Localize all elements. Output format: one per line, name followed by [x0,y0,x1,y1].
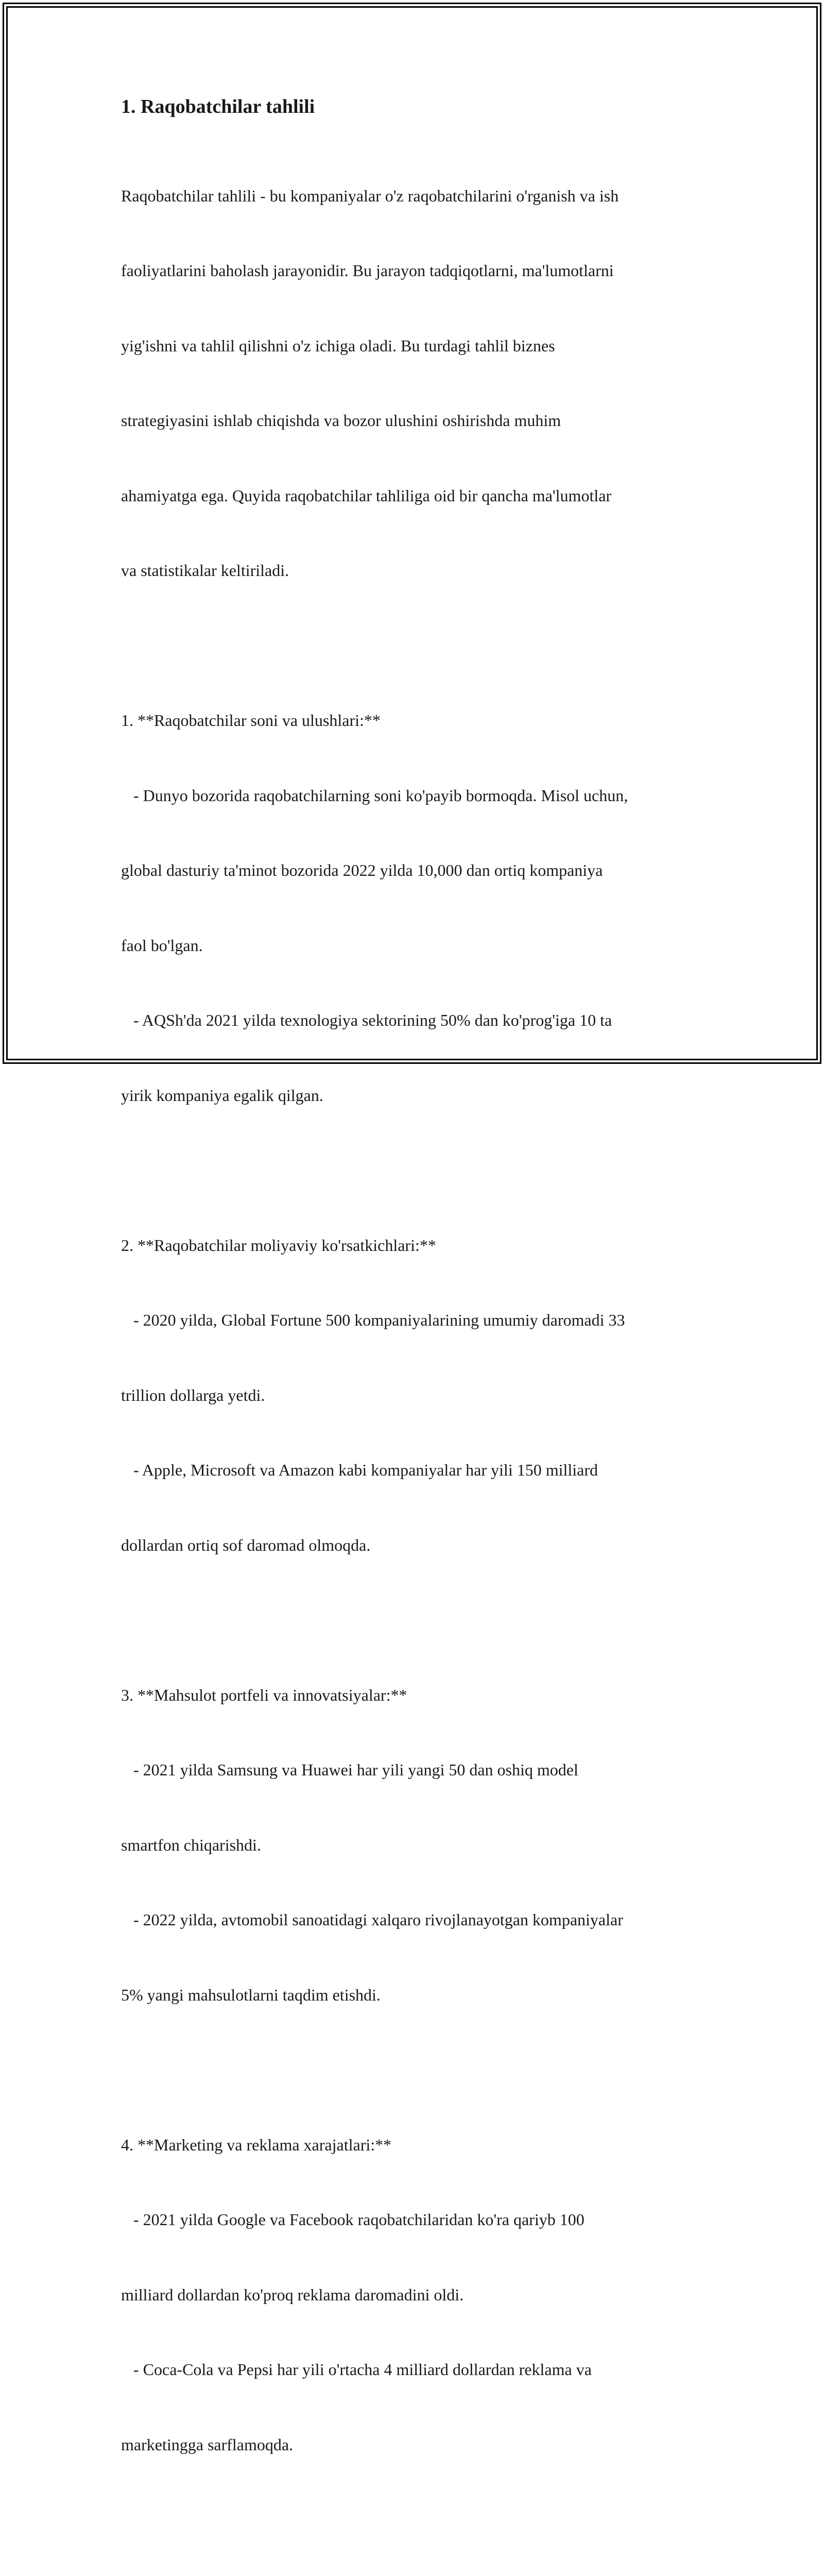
body-line: yig'ishni va tahlil qilishni o'z ichiga oladi. Bu turdagi tahlil biznes [121,336,555,355]
body-line: va statistikalar keltiriladi. [121,561,289,580]
body-line: faol bo'lgan. [121,936,203,955]
section-heading: 4. **Marketing va reklama xarajatlari:** [121,2135,392,2154]
document-page [121,95,708,2576]
body-line: trillion dollarga yetdi. [121,1385,265,1404]
body-line: - 2021 yilda Google va Facebook raqobatchilaridan ko'ra qariyb 100 [121,2210,585,2229]
blank-line [121,2057,708,2082]
body-line: yirik kompaniya egalik qilgan. [121,1086,323,1105]
blank-line [121,2507,708,2532]
body-line: - Apple, Microsoft va Amazon kabi kompaniyalar har yili 150 milliard [121,1461,598,1480]
body-line: - 2021 yilda Samsung va Huawei har yili yangi 50 dan oshiq model [121,1760,578,1780]
body-line: 5% yangi mahsulotlarni taqdim etishdi. [121,1985,381,2004]
body-line: - AQSh'da 2021 yilda texnologiya sektorining 50% dan ko'prog'iga 10 ta [121,1011,612,1030]
body-line: - Dunyo bozorida raqobatchilarning soni ko'payib bormoqda. Misol uchun, [121,786,628,805]
body-line: - 2020 yilda, Global Fortune 500 kompaniyalarining umumiy daromadi 33 [121,1311,625,1330]
body-line: faoliyatlarini baholash jarayonidir. Bu jarayon tadqiqotlarni, ma'lumotlarni [121,261,614,280]
body-line: Raqobatchilar tahlili - bu kompaniyalar o'z raqobatchilarini o'rganish va ish [121,186,619,205]
body-line: - 2022 yilda, avtomobil sanoatidagi xalqaro rivojlanayotgan kompaniyalar [121,1910,623,1929]
section-heading: 2. **Raqobatchilar moliyaviy ko'rsatkichlari:** [121,1235,436,1255]
body-line: milliard dollardan ko'proq reklama daromadini oldi. [121,2285,464,2304]
blank-line [121,1158,708,1183]
body-line: dollardan ortiq sof daromad olmoqda. [121,1535,371,1554]
section-heading: 3. **Mahsulot portfeli va innovatsiyalar:** [121,1685,407,1704]
document-body [121,133,708,2576]
body-line: global dasturiy ta'minot bozorida 2022 yilda 10,000 dan ortiq kompaniya [121,861,603,880]
body-line: strategiyasini ishlab chiqishda va bozor ulushini oshirishda muhim [121,411,561,430]
body-line: - Coca-Cola va Pepsi har yili o'rtacha 4 milliard dollardan reklama va [121,2360,592,2379]
blank-line [121,633,708,658]
body-line: smartfon chiqarishdi. [121,1835,261,1854]
body-line: ahamiyatga ega. Quyida raqobatchilar tahliliga oid bir qancha ma'lumotlar [121,486,612,505]
section-heading: 1. **Raqobatchilar soni va ulushlari:** [121,711,381,730]
document-title: 1. Raqobatchilar tahlili [121,96,315,117]
blank-line [121,1607,708,1633]
body-line: marketingga sarflamoqda. [121,2435,294,2454]
